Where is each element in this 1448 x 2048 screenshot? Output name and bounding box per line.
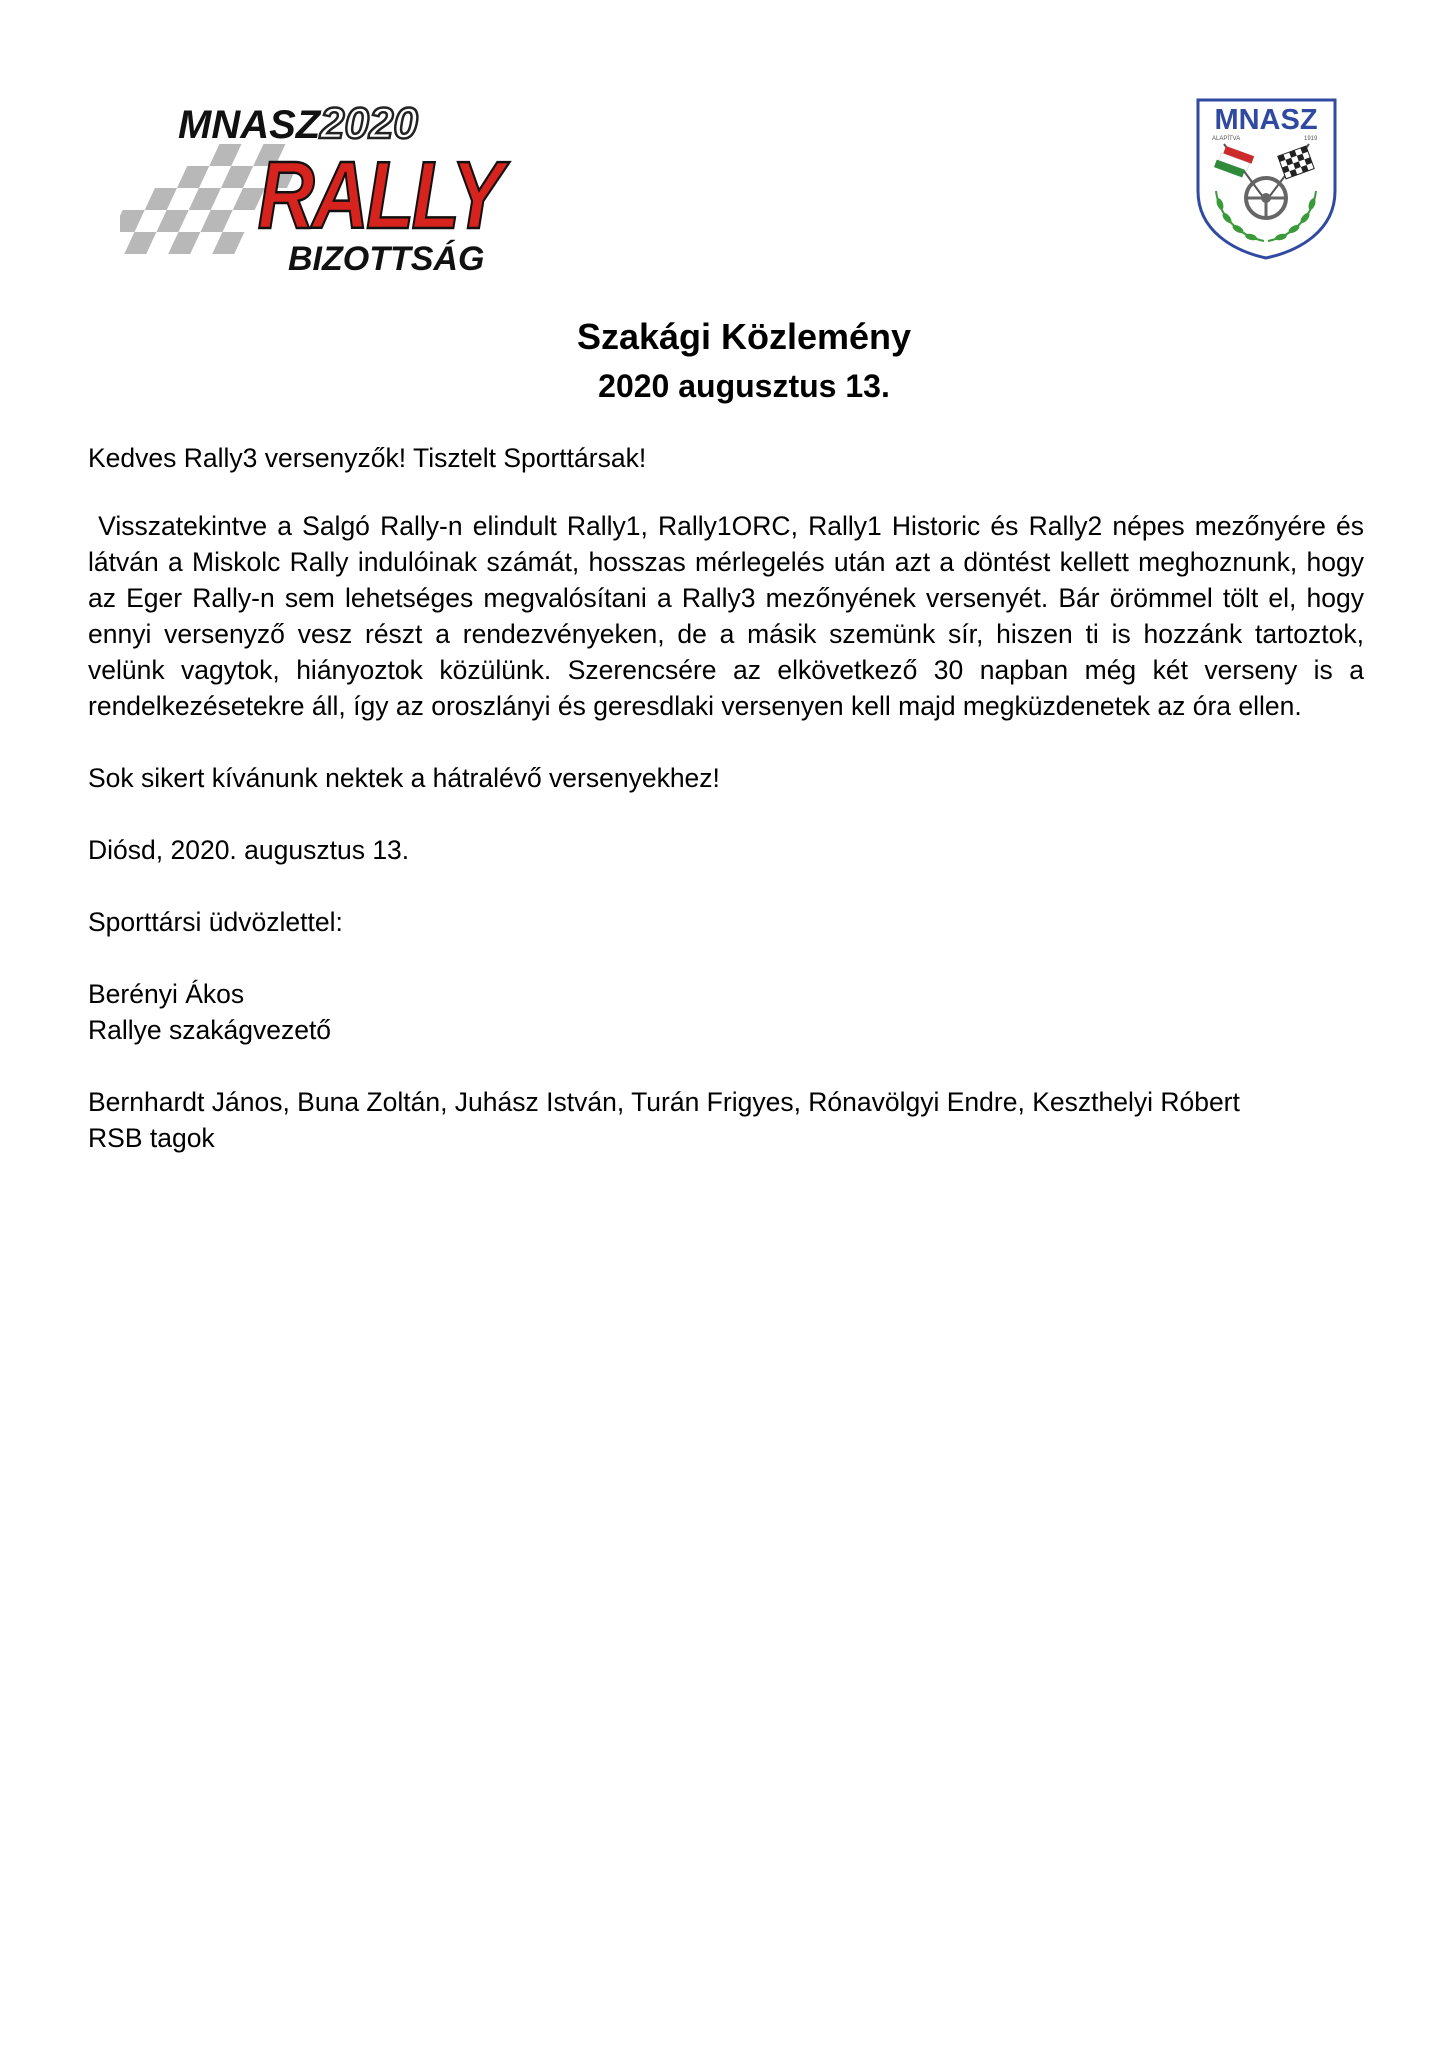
logo-year-text: 2020	[320, 100, 418, 148]
letter-wish: Sok sikert kívánunk nektek a hátralévő versenyekhez!	[88, 763, 720, 793]
emblem-org-text: MNASZ	[1214, 104, 1318, 136]
letter-closing: Sporttársi üdvözlettel:	[88, 907, 343, 937]
signer-name: Berényi Ákos	[88, 979, 245, 1009]
place-and-date: Diósd, 2020. augusztus 13.	[88, 835, 410, 865]
signer-role: Rallye szakágvezető	[88, 1015, 332, 1045]
committee-members-role: RSB tagok	[88, 1123, 215, 1153]
logo-org-text: MNASZ	[178, 103, 321, 147]
emblem-founded-label: ALAPÍTVA	[1212, 136, 1241, 142]
logo-committee-text: BIZOTTSÁG	[288, 240, 485, 278]
mnasz-emblem	[1194, 96, 1339, 261]
emblem-founded-year: 1919	[1304, 136, 1318, 142]
letter-body: Visszatekintve a Salgó Rally-n elindult Rally1, Rally1ORC, Rally1 Historic és Rally2 népes mezőnyére és látván a Miskolc Rally indulóinak számát, hosszas mérlegelés után azt a döntést kellett meghoznunk, hogy az Eger Rally-n sem lehetséges megvalósítani a Rally3 mezőnyének versenyét. Bár örömmel tölt el, hogy ennyi versenyző vesz részt a rendezvényeken, de a másik szemünk sír, hiszen ti is hozzánk tartoztok, velünk vagytok, hiányoztok közülünk. Szerencsére az elkövetkező 30 napban még két verseny is a rendelkezésetekre áll, így az oroszlányi és geresdlaki versenyen kell majd megküzdenetek az óra ellen.	[88, 511, 1372, 721]
document-date: 2020 augusztus 13.	[598, 368, 890, 404]
committee-members: Bernhardt János, Buna Zoltán, Juhász István, Turán Frigyes, Rónavölgyi Endre, Keszthelyi Róbert	[88, 1087, 1240, 1117]
letter-greeting: Kedves Rally3 versenyzők! Tisztelt Sporttársak!	[88, 443, 647, 473]
logo-rally-text: RALLY	[257, 141, 504, 249]
page-title: Szakági Közlemény	[576, 316, 912, 357]
rally-committee-logo	[120, 100, 520, 280]
